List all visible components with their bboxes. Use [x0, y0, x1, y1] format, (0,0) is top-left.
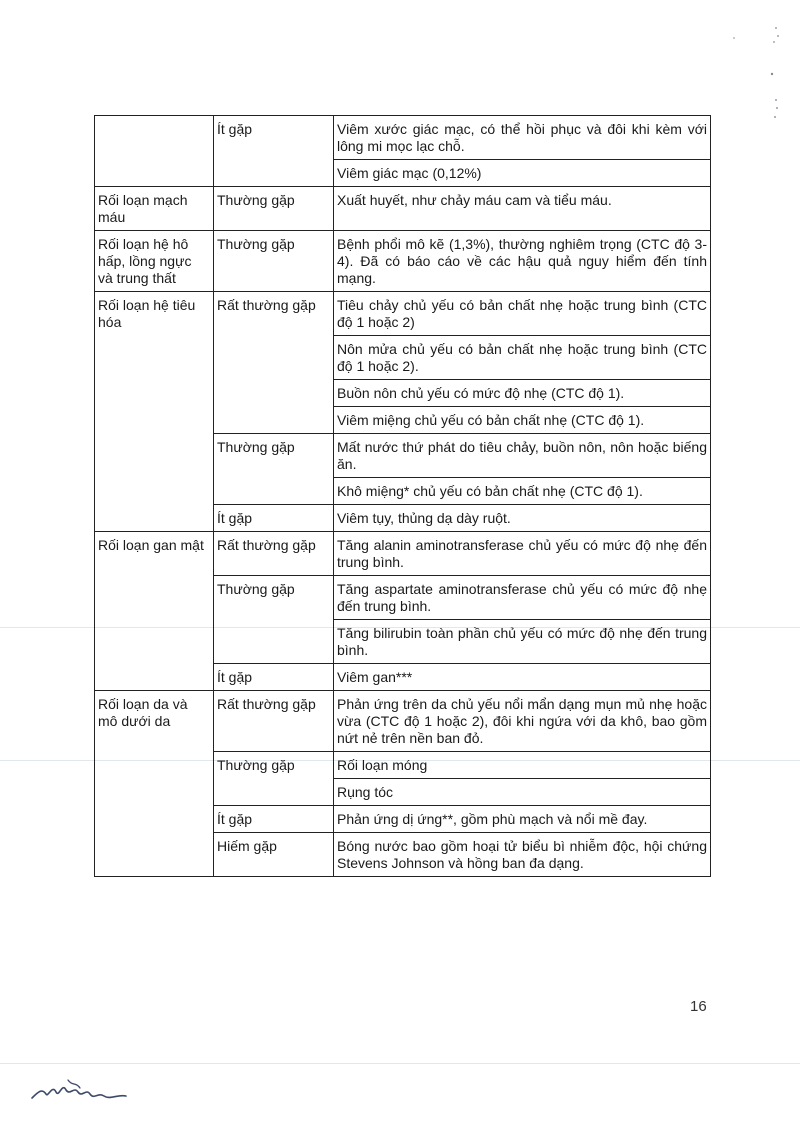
frequency-cell: Thường gặp [214, 187, 334, 231]
organ-class-cell [95, 664, 214, 691]
frequency-cell: Thường gặp [214, 434, 334, 478]
table-row [95, 779, 711, 806]
organ-class-cell [95, 336, 214, 380]
table-row [95, 407, 711, 434]
table-row [95, 752, 711, 779]
frequency-cell: Thường gặp [214, 752, 334, 779]
frequency-cell: Rất thường gặp [214, 532, 334, 576]
handwritten-signature [28, 1072, 138, 1108]
reaction-cell: Bệnh phổi mô kẽ (1,3%), thường nghiêm trọng (CTC độ 3-4). Đã có báo cáo về các hậu quả nguy hiểm đến tính mạng. [334, 231, 711, 292]
table-row [95, 806, 711, 833]
reaction-cell: Nôn mửa chủ yếu có bản chất nhẹ hoặc trung bình (CTC độ 1 hoặc 2). [334, 336, 711, 380]
table-row [95, 231, 711, 292]
table-row [95, 505, 711, 532]
frequency-cell: Thường gặp [214, 231, 334, 292]
table-row [95, 187, 711, 231]
organ-class-cell [95, 160, 214, 187]
frequency-cell: Ít gặp [214, 664, 334, 691]
table-row [95, 116, 711, 160]
organ-class-cell [95, 478, 214, 505]
organ-class-cell [95, 620, 214, 664]
reaction-cell: Xuất huyết, như chảy máu cam và tiểu máu. [334, 187, 711, 231]
frequency-cell [214, 620, 334, 664]
organ-class-cell [95, 116, 214, 160]
organ-class-cell [95, 434, 214, 478]
reaction-cell: Phản ứng trên da chủ yếu nổi mẩn dạng mụn mủ nhẹ hoặc vừa (CTC độ 1 hoặc 2), đôi khi ngứa với da khô, bao gồm nứt nẻ trên nền ban đỏ. [334, 691, 711, 752]
table-row [95, 691, 711, 752]
frequency-cell: Rất thường gặp [214, 691, 334, 752]
table-row [95, 478, 711, 505]
organ-class-cell [95, 806, 214, 833]
reaction-cell: Viêm tụy, thủng dạ dày ruột. [334, 505, 711, 532]
table-row [95, 434, 711, 478]
table-row [95, 160, 711, 187]
frequency-cell [214, 478, 334, 505]
frequency-cell [214, 336, 334, 380]
adverse-reactions-table [94, 115, 711, 877]
reaction-cell: Khô miệng* chủ yếu có bản chất nhẹ (CTC độ 1). [334, 478, 711, 505]
table-row [95, 620, 711, 664]
table-row [95, 380, 711, 407]
frequency-cell [214, 779, 334, 806]
reaction-cell: Tiêu chảy chủ yếu có bản chất nhẹ hoặc trung bình (CTC độ 1 hoặc 2) [334, 292, 711, 336]
frequency-cell [214, 160, 334, 187]
reaction-cell: Tăng alanin aminotransferase chủ yếu có mức độ nhẹ đến trung bình. [334, 532, 711, 576]
organ-class-cell: Rối loạn hệ hô hấp, lồng ngực và trung thất [95, 231, 214, 292]
reaction-cell: Mất nước thứ phát do tiêu chảy, buồn nôn, nôn hoặc biếng ăn. [334, 434, 711, 478]
organ-class-cell [95, 779, 214, 806]
frequency-cell: Ít gặp [214, 806, 334, 833]
frequency-cell: Thường gặp [214, 576, 334, 620]
organ-class-cell: Rối loạn da và mô dưới da [95, 691, 214, 752]
frequency-cell [214, 407, 334, 434]
scan-line [0, 1063, 800, 1064]
table-row [95, 532, 711, 576]
table-row [95, 292, 711, 336]
reaction-cell: Bóng nước bao gồm hoại tử biểu bì nhiễm độc, hội chứng Stevens Johnson và hồng ban đa dạng. [334, 833, 711, 877]
organ-class-cell [95, 380, 214, 407]
reaction-cell: Viêm giác mạc (0,12%) [334, 160, 711, 187]
frequency-cell: Ít gặp [214, 505, 334, 532]
reaction-cell: Tăng bilirubin toàn phần chủ yếu có mức độ nhẹ đến trung bình. [334, 620, 711, 664]
margin-scan-marks [726, 20, 786, 130]
page-number: 16 [690, 998, 707, 1015]
table-row [95, 833, 711, 877]
organ-class-cell: Rối loạn mạch máu [95, 187, 214, 231]
frequency-cell: Rất thường gặp [214, 292, 334, 336]
frequency-cell [214, 380, 334, 407]
reaction-cell: Tăng aspartate aminotransferase chủ yếu có mức độ nhẹ đến trung bình. [334, 576, 711, 620]
reaction-cell: Viêm gan*** [334, 664, 711, 691]
frequency-cell: Hiếm gặp [214, 833, 334, 877]
organ-class-cell: Rối loạn hệ tiêu hóa [95, 292, 214, 336]
reaction-cell: Rụng tóc [334, 779, 711, 806]
organ-class-cell [95, 833, 214, 877]
reaction-cell: Buồn nôn chủ yếu có mức độ nhẹ (CTC độ 1). [334, 380, 711, 407]
organ-class-cell [95, 407, 214, 434]
reaction-cell: Phản ứng dị ứng**, gồm phù mạch và nổi mề đay. [334, 806, 711, 833]
frequency-cell: Ít gặp [214, 116, 334, 160]
table-row [95, 576, 711, 620]
table-row [95, 664, 711, 691]
organ-class-cell: Rối loạn gan mật [95, 532, 214, 576]
reaction-cell: Viêm xước giác mạc, có thể hồi phục và đôi khi kèm với lông mi mọc lạc chỗ. [334, 116, 711, 160]
organ-class-cell [95, 505, 214, 532]
organ-class-cell [95, 576, 214, 620]
organ-class-cell [95, 752, 214, 779]
table-row [95, 336, 711, 380]
reaction-cell: Viêm miệng chủ yếu có bản chất nhẹ (CTC độ 1). [334, 407, 711, 434]
reaction-cell: Rối loạn móng [334, 752, 711, 779]
